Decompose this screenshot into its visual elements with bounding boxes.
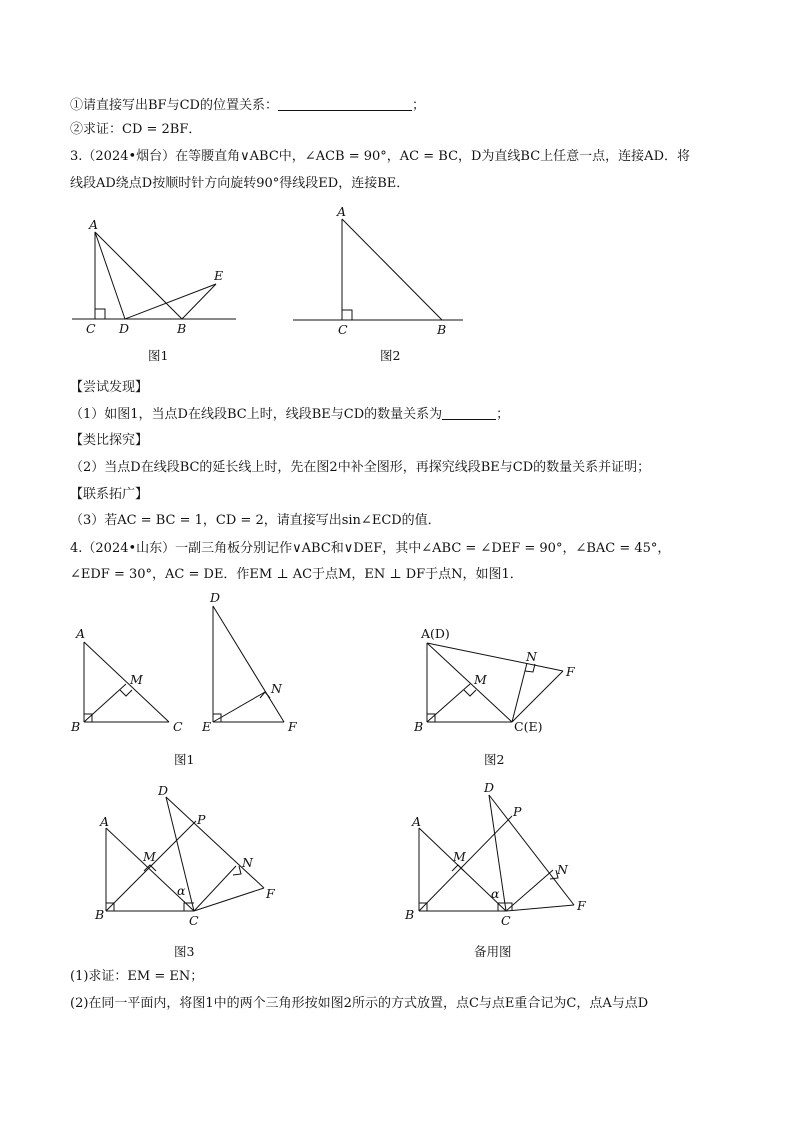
- label-B: B: [95, 907, 105, 922]
- section-try: 【尝试发现】: [70, 380, 149, 395]
- label-N: N: [271, 681, 282, 696]
- label-D: D: [158, 783, 169, 798]
- label-M: M: [453, 849, 466, 864]
- label-alpha: α: [491, 886, 500, 901]
- label-D: D: [484, 780, 495, 795]
- label-A: A: [89, 217, 99, 232]
- label-F: F: [266, 886, 275, 901]
- label-N: N: [526, 649, 537, 664]
- label-E: E: [214, 268, 224, 283]
- p4-spare-caption: 备用图: [474, 944, 512, 959]
- label-D: D: [210, 590, 221, 605]
- label-B: B: [405, 907, 415, 922]
- label-M: M: [130, 672, 143, 687]
- label-C: C: [501, 913, 511, 928]
- label-P: P: [513, 804, 522, 819]
- problem-4-statement-cont: ∠EDF = 30°，AC = DE．作EM ⊥ AC于点M，EN ⊥ DF于点N，如图1．: [70, 567, 523, 582]
- label-AD: A(D): [421, 626, 450, 641]
- label-B: B: [71, 719, 81, 734]
- label-C: C: [338, 322, 348, 337]
- label-B: B: [437, 322, 447, 337]
- label-alpha: α: [177, 883, 186, 898]
- question-4-1: (1)求证：EM = EN；: [70, 969, 204, 984]
- label-N: N: [557, 862, 568, 877]
- label-A: A: [412, 814, 422, 829]
- p4-fig2-caption: 图2: [484, 752, 505, 767]
- label-A: A: [76, 626, 86, 641]
- p3-fig2-caption: 图2: [380, 348, 401, 363]
- label-B: B: [177, 321, 187, 336]
- question-3-2: （2）当点D在线段BC的延长线上时，先在图2中补全图形，再探究线段BE与CD的数量关系并证明；: [70, 460, 651, 475]
- section-analogy: 【类比探究】: [70, 433, 149, 448]
- label-N: N: [242, 855, 253, 870]
- p4-fig1-caption: 图1: [174, 752, 195, 767]
- question-text: ①请直接写出BF与CD的位置关系：: [70, 98, 278, 113]
- label-CE: C(E): [514, 719, 543, 734]
- section-extend: 【联系拓广】: [70, 487, 149, 502]
- label-C: C: [173, 719, 183, 734]
- label-C: C: [86, 321, 96, 336]
- label-M: M: [474, 672, 487, 687]
- problem-3-statement-cont: 线段AD绕点D按顺时针方向旋转90°得线段ED，连接BE．: [70, 176, 410, 191]
- text-line-2: ②求证：CD = 2BF．: [70, 122, 202, 137]
- label-M: M: [143, 849, 156, 864]
- problem-4-statement: 4.（2024•山东）一副三角板分别记作∨ABC和∨DEF，其中∠ABC = ∠DEF = 90°，∠BAC = 45°，: [70, 541, 671, 556]
- p4-fig3-caption: 图3: [174, 944, 195, 959]
- question-3-3: （3）若AC = BC = 1，CD = 2，请直接写出sin∠ECD的值．: [70, 513, 441, 528]
- label-F: F: [288, 719, 297, 734]
- label-A: A: [100, 814, 110, 829]
- question-3-1: （1）如图1，当点D在线段BC上时，线段BE与CD的数量关系为 ；: [70, 407, 510, 422]
- p3-fig1-caption: 图1: [148, 348, 169, 363]
- problem-3-statement: 3.（2024•烟台）在等腰直角∨ABC中，∠ACB = 90°，AC = BC，D为直线BC上任意一点，连接AD．将: [70, 149, 690, 164]
- label-A: A: [337, 204, 347, 219]
- label-E: E: [202, 719, 212, 734]
- label-C: C: [189, 913, 199, 928]
- question-text-end: ；: [411, 98, 425, 113]
- question-4-2: (2)在同一平面内，将图1中的两个三角形按如图2所示的方式放置，点C与点E重合记为C，点A与点D: [70, 996, 649, 1011]
- label-D: D: [119, 321, 130, 336]
- label-F: F: [577, 898, 586, 913]
- label-B: B: [414, 719, 424, 734]
- label-F: F: [566, 664, 575, 679]
- label-P: P: [197, 812, 206, 827]
